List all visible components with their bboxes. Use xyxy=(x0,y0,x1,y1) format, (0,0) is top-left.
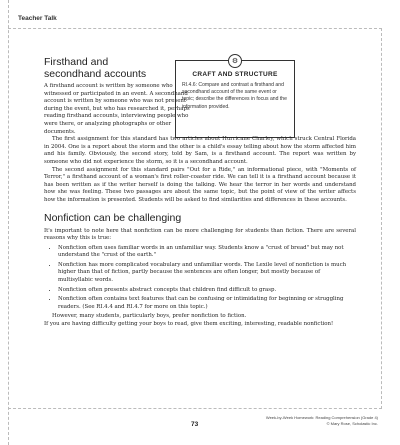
section-title-firsthand xyxy=(44,56,356,80)
section-title-nonfiction: Nonfiction can be challenging xyxy=(44,211,182,224)
credit-line-1: Week-by-Week Homework: Reading Comprehension (Grade 4) xyxy=(265,415,378,420)
craft-box-text: RI.4.6: Compare and contrast a firsthand and secondhand account of the same event or topic; describe the differences in focus and the information provided. xyxy=(182,82,287,110)
paragraph-nonfiction-intro: It's important to note here that nonfiction can be more challenging for students than fiction. There are several reasons why this is true: xyxy=(44,227,356,242)
paragraph-roller-coaster: The second assignment for this standard pairs "Out for a Ride," an informational piece, with "Moments of Terror," a firsthand account of a woman's first roller-coaster ride. We can tell it is a firsthand account because it has been written as if the writer herself is doing the talking. We hear the terror in her words and understand how she was feeling. These two passages are about the same topic, but the point of view of the writer affects how the information is presented. Students will be asked to find similarities and differences in these accounts. xyxy=(44,166,356,203)
title-line-2: secondhand accounts xyxy=(44,68,147,80)
paragraph-hurricane: The first assignment for this standard has two articles about Hurricane Charley, which struck Central Florida in 2004. One is a report about the storm and the other is a child's essay telling about how the storm affected him and his family. Obviously, the second story, told by Sam, is a firsthand account. The report was written by someone who did not experience the storm, so it is a secondhand account. xyxy=(44,136,356,165)
content-border-top xyxy=(8,28,382,29)
content-border-bottom xyxy=(8,408,382,409)
list-item: • Nonfiction has more complicated vocabulary and unfamiliar words. The Lexile level of nonfiction is much higher than that of fiction, partly because the sentences are often longer, but mostly because of multisyllabic words. xyxy=(58,262,356,285)
content-border-right xyxy=(381,28,382,409)
credit-line-2: © Mary Rose, Scholastic Inc. xyxy=(326,420,378,426)
list-item: • Nonfiction often uses familiar words in an unfamiliar way. Students know a "crust of bread" but may not understand the "crust of the earth." xyxy=(58,245,356,260)
reasons-list xyxy=(44,245,356,312)
craft-box-title: CRAFT AND STRUCTURE xyxy=(192,71,278,78)
paragraph-closing-2: If you are having difficulty getting your boys to read, give them exciting, interesting, readable nonfiction! xyxy=(44,321,334,328)
list-item: • Nonfiction often contains text features that can be confusing or intimidating for beginning or struggling readers. (See RI.4.4 and RI.4.7 for more on this topic.) xyxy=(58,296,356,311)
main-content xyxy=(44,56,356,329)
page-number: 73 xyxy=(191,421,199,428)
paragraph-closing-1: However, many students, particularly boys, prefer nonfiction to fiction. xyxy=(52,313,247,320)
paragraph-intro: A firsthand account is written by someone who witnessed or participated in an event. A secondhand account is written by someone who was not present during the event, but who has researched it, perhaps reading firsthand accounts, interviewing people who were there, or analyzing photographs or other documents. xyxy=(44,83,190,135)
page-edge-dashed-line xyxy=(8,0,9,445)
header-label: Teacher Talk xyxy=(18,15,57,22)
list-item: • Nonfiction often presents abstract concepts that children find difficult to grasp. xyxy=(58,287,356,295)
footer-credit xyxy=(266,415,378,426)
title-line-1: Firsthand and xyxy=(44,56,109,68)
gear-icon: ⚙ xyxy=(228,54,242,68)
